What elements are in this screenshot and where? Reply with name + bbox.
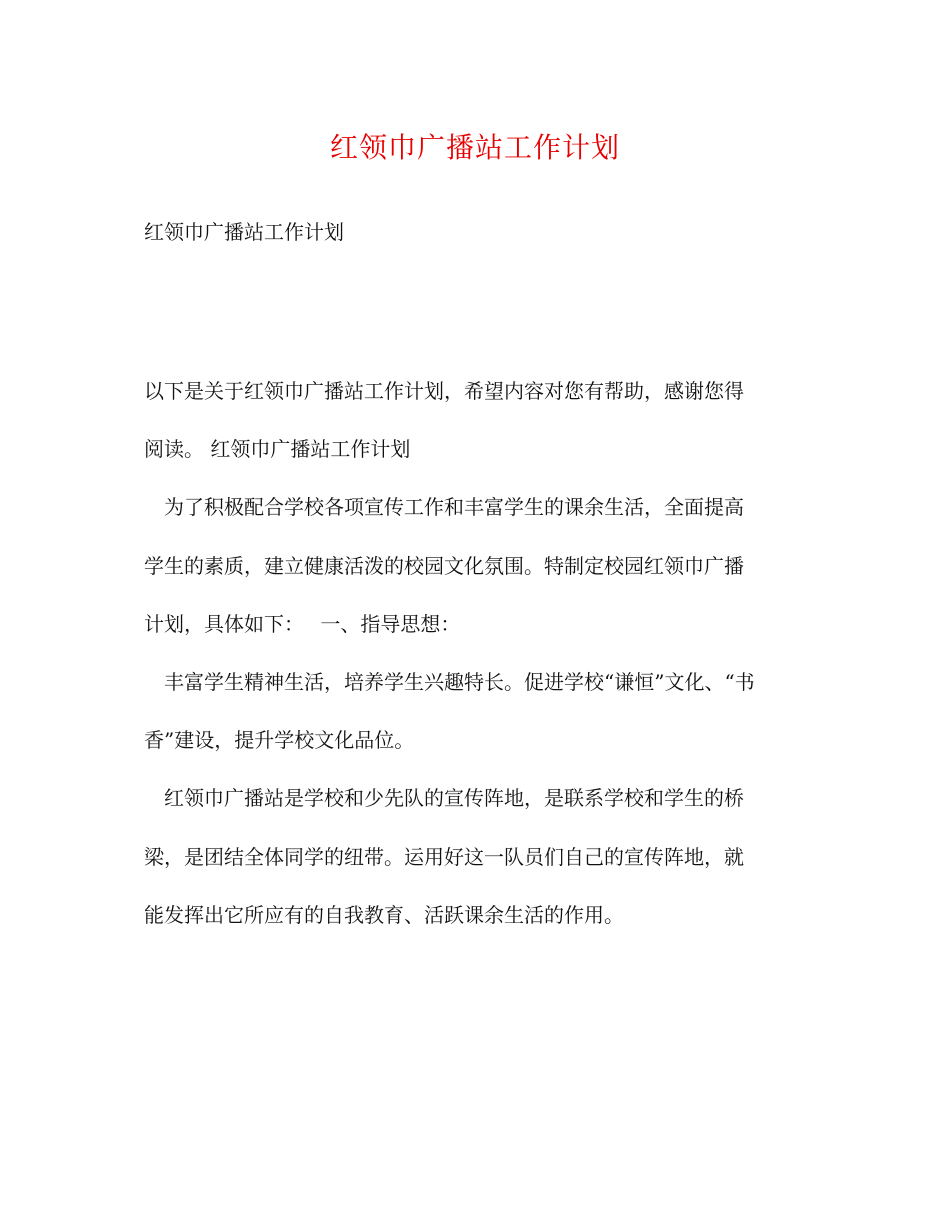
body-line: 计划，具体如下： 一、指导思想： <box>144 611 461 636</box>
body-line: 梁，是团结全体同学的纽带。运用好这一队员们自己的宣传阵地，就 <box>144 844 744 869</box>
body-line: 阅读。 红领巾广播站工作计划 <box>144 437 411 462</box>
body-line: 红领巾广播站是学校和少先队的宣传阵地，是联系学校和学生的桥 <box>144 786 744 811</box>
body-line: 以下是关于红领巾广播站工作计划，希望内容对您有帮助，感谢您得 <box>144 379 744 403</box>
body-line: 丰富学生精神生活，培养学生兴趣特长。促进学校“谦恒”文化、“书 <box>144 669 755 694</box>
document-subtitle: 红领巾广播站工作计划 <box>144 220 344 244</box>
body-line: 为了积极配合学校各项宣传工作和丰富学生的课余生活，全面提高 <box>144 495 744 520</box>
document-title: 红领巾广播站工作计划 <box>329 131 620 164</box>
body-line: 能发挥出它所应有的自我教育、活跃课余生活的作用。 <box>144 902 624 927</box>
body-line: 香”建设，提升学校文化品位。 <box>144 728 415 753</box>
document-body <box>144 362 809 944</box>
body-line: 学生的素质，建立健康活泼的校园文化氛围。特制定校园红领巾广播 <box>144 553 744 578</box>
